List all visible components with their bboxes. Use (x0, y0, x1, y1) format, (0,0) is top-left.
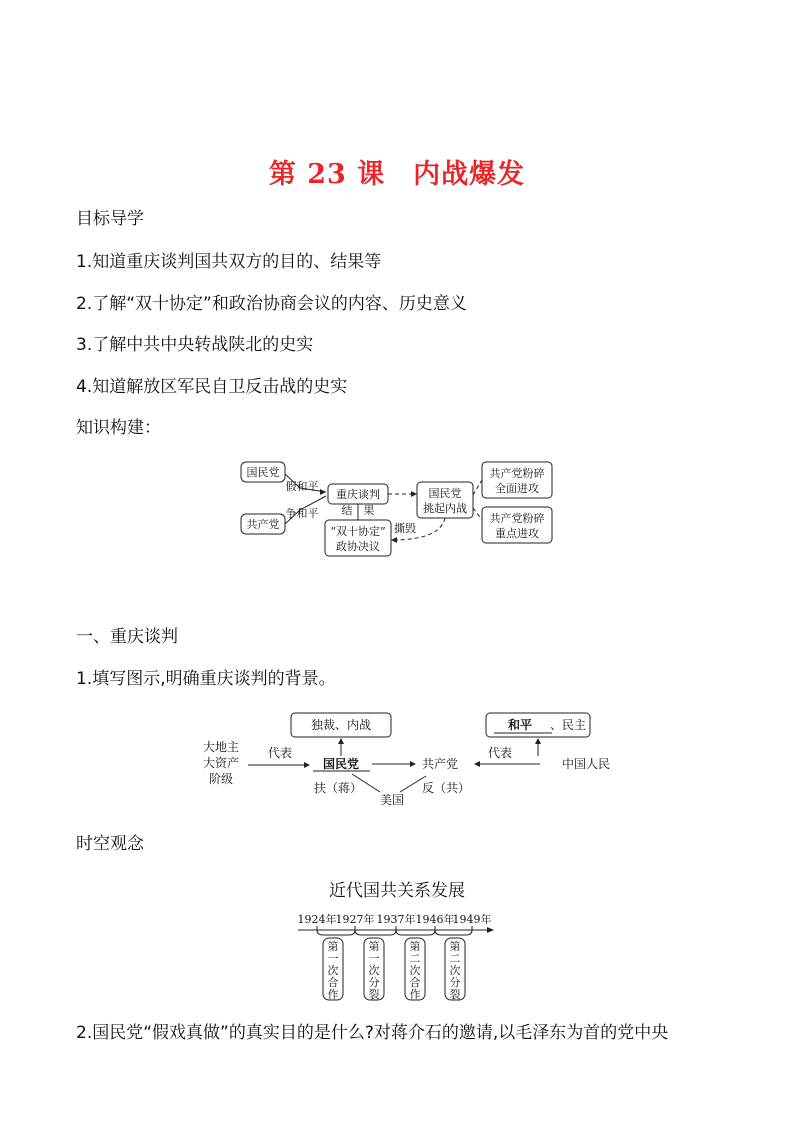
stage-char: 一 (368, 952, 380, 965)
year-label: 1927年 (335, 913, 375, 926)
stage-char: 第 (327, 940, 339, 953)
left-class-line2: 大资产 (202, 756, 240, 770)
stage-char: 作 (409, 988, 421, 1001)
stage-char: 分 (449, 976, 461, 989)
stage-char: 次 (327, 964, 339, 977)
people-label: 中国人民 (561, 757, 611, 771)
brace (435, 930, 472, 935)
agreement-line2: 政协决议 (336, 540, 380, 553)
fight-peace-label: 争和平 (285, 507, 319, 520)
brace (396, 930, 435, 935)
question-2: 2.国民党“假戏真做”的真实目的是什么?对蒋介石的邀请,以毛泽东为首的党中央 (76, 1023, 669, 1043)
cpc-label: 共产党 (246, 518, 280, 531)
brace (317, 930, 355, 935)
stage-char: 次 (368, 964, 380, 977)
tear-label: 撕毁 (394, 522, 416, 535)
stage-char: 次 (409, 964, 421, 977)
kmt-war-line1: 国民党 (428, 487, 462, 500)
stage-char: 第 (368, 940, 380, 953)
arrow-head (487, 927, 494, 933)
smash1-line1: 共产党粉碎 (489, 467, 545, 480)
usa-label: 美国 (379, 793, 405, 807)
brace (355, 930, 396, 935)
left-class-line3: 阶级 (208, 772, 234, 786)
fake-peace-label: 假和平 (285, 480, 319, 493)
stage-char: 二 (409, 952, 421, 965)
timeline-title: 近代国共关系发展 (329, 881, 465, 901)
smash2-line2: 重点进攻 (495, 527, 539, 540)
goal-item: 1.知道重庆谈判国共双方的目的、结果等 (76, 252, 382, 272)
oppose-label: 反（共） (421, 781, 471, 795)
stage-char: 第 (449, 940, 461, 953)
cpc-label: 共产党 (421, 757, 459, 771)
result-label: 结 果 (341, 504, 375, 517)
stage-char: 裂 (368, 988, 380, 1001)
year-label: 1949年 (452, 913, 492, 926)
kmt-war-line2: 挑起内战 (423, 502, 467, 515)
year-label: 1946年 (415, 913, 455, 926)
stage-char: 二 (449, 952, 461, 965)
peace-fill: 和平 (507, 718, 533, 732)
goals-heading: 目标导学 (76, 209, 144, 229)
represent-left-label: 代表 (267, 746, 293, 760)
stage-char: 分 (368, 976, 380, 989)
knowledge-heading: 知识构建： (76, 418, 161, 438)
year-label: 1937年 (376, 913, 416, 926)
stage-char: 一 (327, 952, 339, 965)
dictatorship-label: 独裁、内战 (310, 718, 372, 732)
stage-char: 裂 (449, 988, 461, 1001)
page-title: 第 23 课 内战爆发 (268, 159, 526, 190)
spacetime-heading: 时空观念 (76, 834, 144, 854)
democracy-label: 、民主 (549, 718, 587, 732)
goal-item: 2.了解“双十协定”和政治协商会议的内容、历史意义 (76, 294, 467, 314)
stage-char: 第 (409, 940, 421, 953)
stage-char: 合 (327, 976, 339, 989)
support-label: 扶（蒋） (313, 781, 363, 795)
left-class-line1: 大地主 (202, 740, 240, 754)
stage-char: 次 (449, 964, 461, 977)
stage-char: 合 (409, 976, 421, 989)
task-1: 1.填写图示,明确重庆谈判的背景。 (76, 669, 336, 689)
kmt-label: 国民党 (246, 466, 280, 479)
represent-right-label: 代表 (487, 746, 513, 760)
goal-item: 3.了解中共中央转战陕北的史实 (76, 335, 314, 355)
stage-char: 作 (327, 988, 339, 1001)
year-label: 1924年 (297, 913, 337, 926)
goal-item: 4.知道解放区军民自卫反击战的史实 (76, 377, 348, 397)
kmt-label: 国民党 (322, 757, 360, 771)
section-heading: 一、重庆谈判 (76, 627, 178, 647)
talks-label: 重庆谈判 (336, 488, 380, 501)
agreement-line1: “双十协定” (330, 525, 386, 538)
smash2-line1: 共产党粉碎 (489, 512, 545, 525)
smash1-line2: 全面进攻 (495, 482, 539, 495)
